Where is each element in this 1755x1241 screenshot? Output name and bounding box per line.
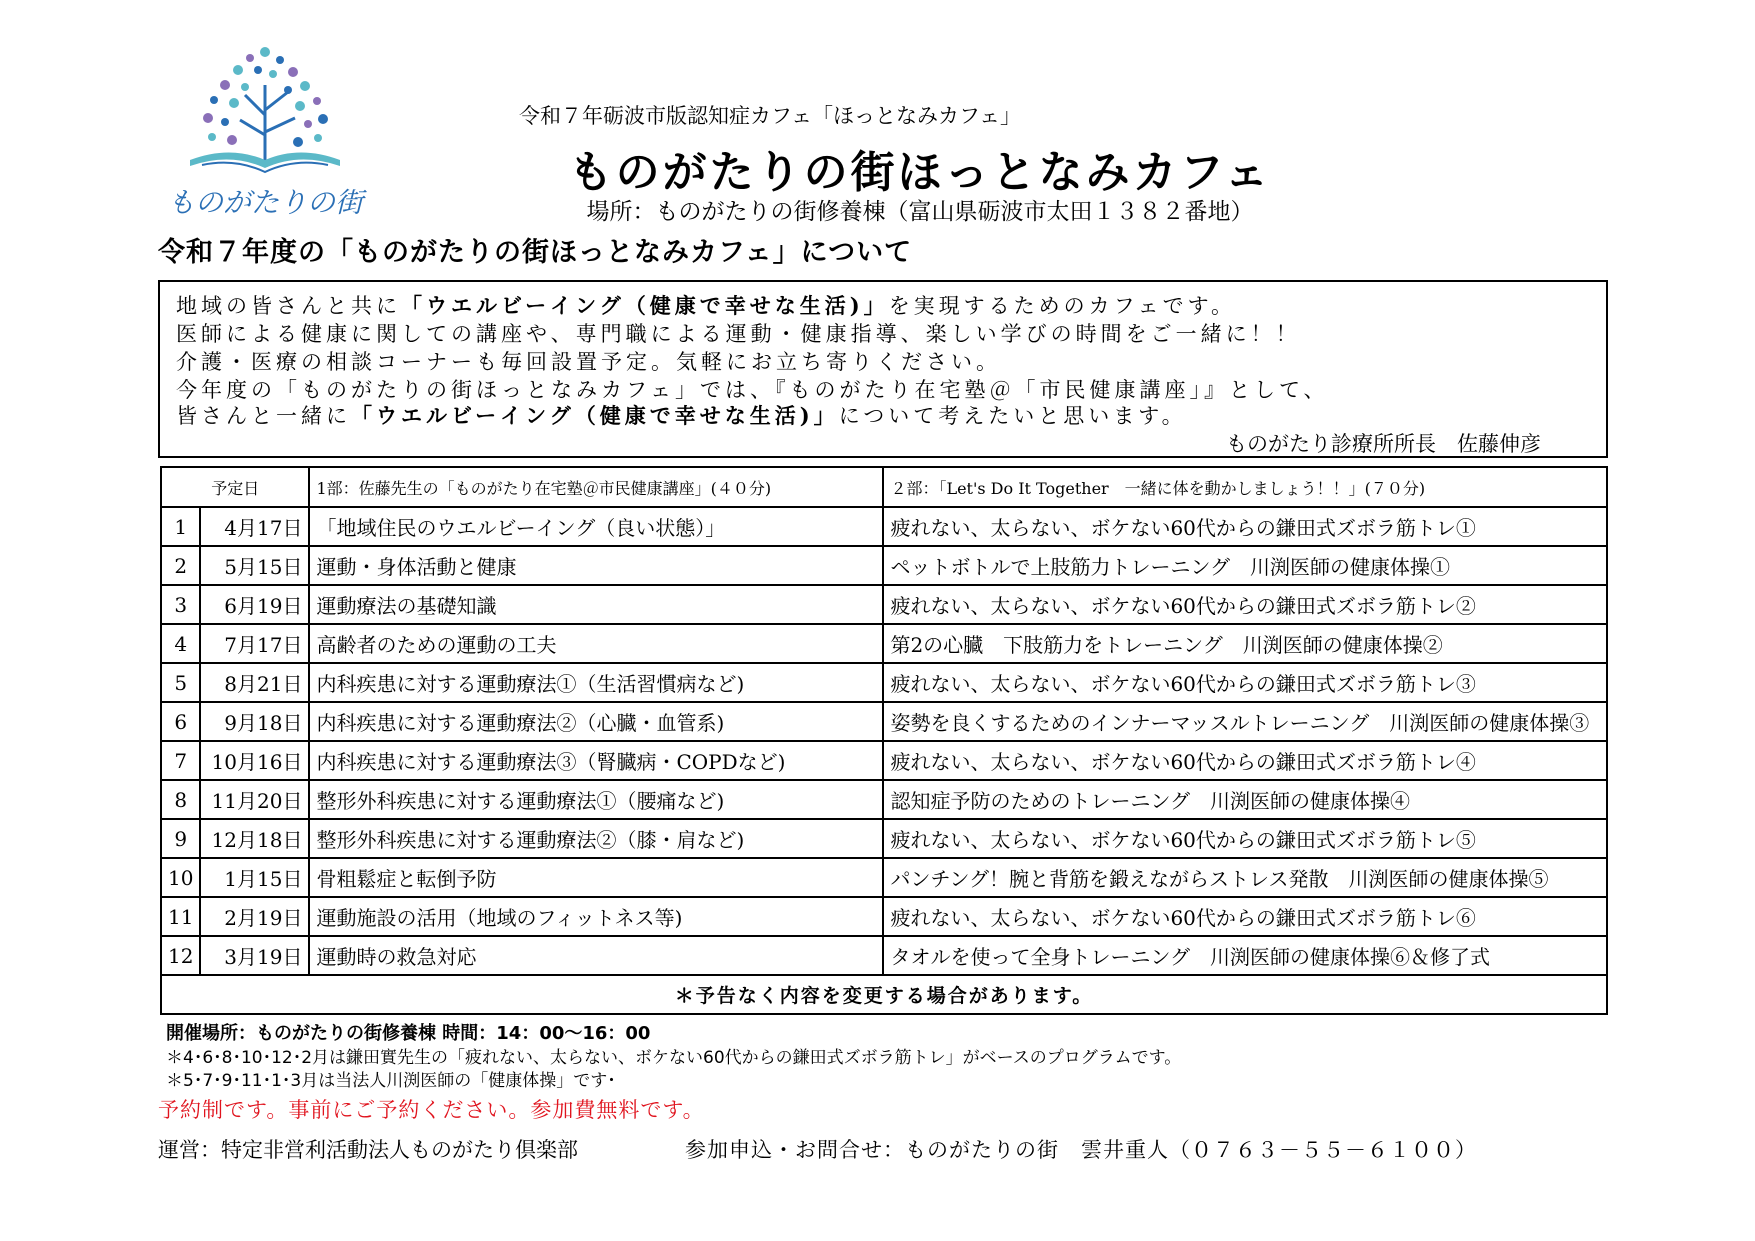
- intro-line-1: [176, 290, 1236, 320]
- table-row: [161, 741, 1607, 780]
- table-header-row: [161, 467, 1607, 507]
- row-date: 7月17日: [200, 624, 309, 663]
- row-date: 12月18日: [200, 819, 309, 858]
- row-date: 8月21日: [200, 663, 309, 702]
- section-heading: 令和７年度の「ものがたりの街ほっとなみカフェ」について: [158, 237, 913, 268]
- table-row: [161, 546, 1607, 585]
- intro-line-2: 医師による健康に関しての講座や、専門職による運動・健康指導、楽しい学びの時間をご一緒に！！: [176, 322, 1301, 346]
- intro-text: を実現するためのカフェです。: [888, 294, 1236, 318]
- intro-text: について考えたいと思います。: [838, 404, 1187, 428]
- row-part2: 疲れない、太らない、ボケない60代からの鎌田式ズボラ筋トレ②: [883, 585, 1607, 624]
- intro-emphasis: 「ウエルビーイング（健康で幸せな生活)」: [351, 403, 839, 428]
- row-number: 2: [161, 546, 200, 585]
- table-note-row: [161, 975, 1607, 1014]
- header-part1: 1部：佐藤先生の「ものがたり在宅塾＠市民健康講座」(４０分): [309, 467, 883, 507]
- row-part1: 内科疾患に対する運動療法③（腎臓病・COPDなど): [309, 741, 883, 780]
- row-date: 2月19日: [200, 897, 309, 936]
- row-part2: 姿勢を良くするためのインナーマッスルトレーニング 川渕医師の健康体操③: [883, 702, 1607, 741]
- row-number: 1: [161, 507, 200, 546]
- change-notice: ＊予告なく内容を変更する場合があります。: [161, 975, 1607, 1014]
- row-part1: 内科疾患に対する運動療法②（心臓・血管系): [309, 702, 883, 741]
- row-part1: 運動療法の基礎知識: [309, 585, 883, 624]
- row-number: 3: [161, 585, 200, 624]
- table-row: [161, 780, 1607, 819]
- row-part2: 第2の心臓 下肢筋力をトレーニング 川渕医師の健康体操②: [883, 624, 1607, 663]
- row-number: 12: [161, 936, 200, 975]
- program-note-1: ＊4･6･8･10･12･2月は鎌田實先生の「疲れない、太らない、ボケない60代からの鎌田式ズボラ筋トレ」がベースのプログラムです。: [166, 1048, 1182, 1068]
- row-number: 7: [161, 741, 200, 780]
- logo: [150, 40, 380, 230]
- intro-line-4: 今年度の「ものがたりの街ほっとなみカフェ」では、『ものがたり在宅塾＠「市民健康講座」』として、: [176, 378, 1329, 402]
- table-row: [161, 936, 1607, 975]
- row-part2: 疲れない、太らない、ボケない60代からの鎌田式ズボラ筋トレ③: [883, 663, 1607, 702]
- header-date: 予定日: [161, 467, 309, 507]
- table-row: [161, 585, 1607, 624]
- row-date: 6月19日: [200, 585, 309, 624]
- row-part2: 疲れない、太らない、ボケない60代からの鎌田式ズボラ筋トレ⑤: [883, 819, 1607, 858]
- intro-box: [158, 280, 1608, 458]
- intro-text: 地域の皆さんと共に: [176, 294, 401, 318]
- row-part2: パンチング！腕と背筋を鍛えながらストレス発散 川渕医師の健康体操⑤: [883, 858, 1607, 897]
- intro-line-3: 介護・医療の相談コーナーも毎回設置予定。気軽にお立ち寄りください。: [176, 350, 1001, 374]
- intro-line-5: [176, 400, 1187, 430]
- row-part1: 整形外科疾患に対する運動療法②（膝・肩など): [309, 819, 883, 858]
- contact: 参加申込・お問合せ：ものがたりの街 雲井重人（０７６３－５５－６１００）: [685, 1138, 1477, 1162]
- table-row: [161, 663, 1607, 702]
- row-part1: 骨粗鬆症と転倒予防: [309, 858, 883, 897]
- row-part1: 運動・身体活動と健康: [309, 546, 883, 585]
- row-number: 11: [161, 897, 200, 936]
- row-part2: タオルを使って全身トレーニング 川渕医師の健康体操⑥＆修了式: [883, 936, 1607, 975]
- logo-text: ものがたりの街: [166, 186, 364, 219]
- intro-emphasis: 「ウエルビーイング（健康で幸せな生活)」: [401, 293, 889, 318]
- row-part2: 疲れない、太らない、ボケない60代からの鎌田式ズボラ筋トレ⑥: [883, 897, 1607, 936]
- row-part1: 内科疾患に対する運動療法①（生活習慣病など): [309, 663, 883, 702]
- row-part1: 高齢者のための運動の工夫: [309, 624, 883, 663]
- row-number: 8: [161, 780, 200, 819]
- signature: ものがたり診療所所長 佐藤伸彦: [1226, 432, 1541, 456]
- row-part1: 「地域住民のウエルビーイング（良い状態）」: [309, 507, 883, 546]
- page-title: ものがたりの街ほっとなみカフェ: [568, 147, 1272, 198]
- row-part2: ペットボトルで上肢筋力トレーニング 川渕医師の健康体操①: [883, 546, 1607, 585]
- row-date: 11月20日: [200, 780, 309, 819]
- row-date: 3月19日: [200, 936, 309, 975]
- row-part2: 認知症予防のためのトレーニング 川渕医師の健康体操④: [883, 780, 1607, 819]
- row-number: 9: [161, 819, 200, 858]
- row-date: 4月17日: [200, 507, 309, 546]
- table-row: [161, 702, 1607, 741]
- table-row: [161, 858, 1607, 897]
- row-part2: 疲れない、太らない、ボケない60代からの鎌田式ズボラ筋トレ④: [883, 741, 1607, 780]
- row-part1: 運動時の救急対応: [309, 936, 883, 975]
- header-part2: ２部：「Let's Do It Together 一緒に体を動かしましょう！！」(７０分): [883, 467, 1607, 507]
- reservation-notice: 予約制です。事前にご予約ください。参加費無料です。: [158, 1098, 705, 1122]
- program-note-2: ＊5･7･9･11･1･3月は当法人川渕医師の「健康体操」です･: [166, 1071, 616, 1091]
- row-part1: 整形外科疾患に対する運動療法①（腰痛など): [309, 780, 883, 819]
- row-number: 10: [161, 858, 200, 897]
- table-row: [161, 897, 1607, 936]
- intro-text: 皆さんと一緒に: [176, 404, 351, 428]
- row-part1: 運動施設の活用（地域のフィットネス等): [309, 897, 883, 936]
- schedule-table: [160, 466, 1608, 1015]
- table-row: [161, 624, 1607, 663]
- row-number: 6: [161, 702, 200, 741]
- row-number: 5: [161, 663, 200, 702]
- table-row: [161, 507, 1607, 546]
- row-date: 10月16日: [200, 741, 309, 780]
- table-row: [161, 819, 1607, 858]
- row-part2: 疲れない、太らない、ボケない60代からの鎌田式ズボラ筋トレ①: [883, 507, 1607, 546]
- page-subtitle: 令和７年砺波市版認知症カフェ「ほっとなみカフェ」: [519, 104, 1021, 128]
- venue-address: 場所：ものがたりの街修養棟（富山県砺波市太田１３８２番地）: [586, 199, 1254, 225]
- row-date: 5月15日: [200, 546, 309, 585]
- venue-time: 開催場所：ものがたりの街修養棟 時間：14：00～16：00: [166, 1023, 651, 1044]
- row-date: 1月15日: [200, 858, 309, 897]
- organizer: 運営：特定非営利活動法人ものがたり倶楽部: [158, 1138, 578, 1162]
- row-number: 4: [161, 624, 200, 663]
- row-date: 9月18日: [200, 702, 309, 741]
- tree-icon: [190, 47, 340, 172]
